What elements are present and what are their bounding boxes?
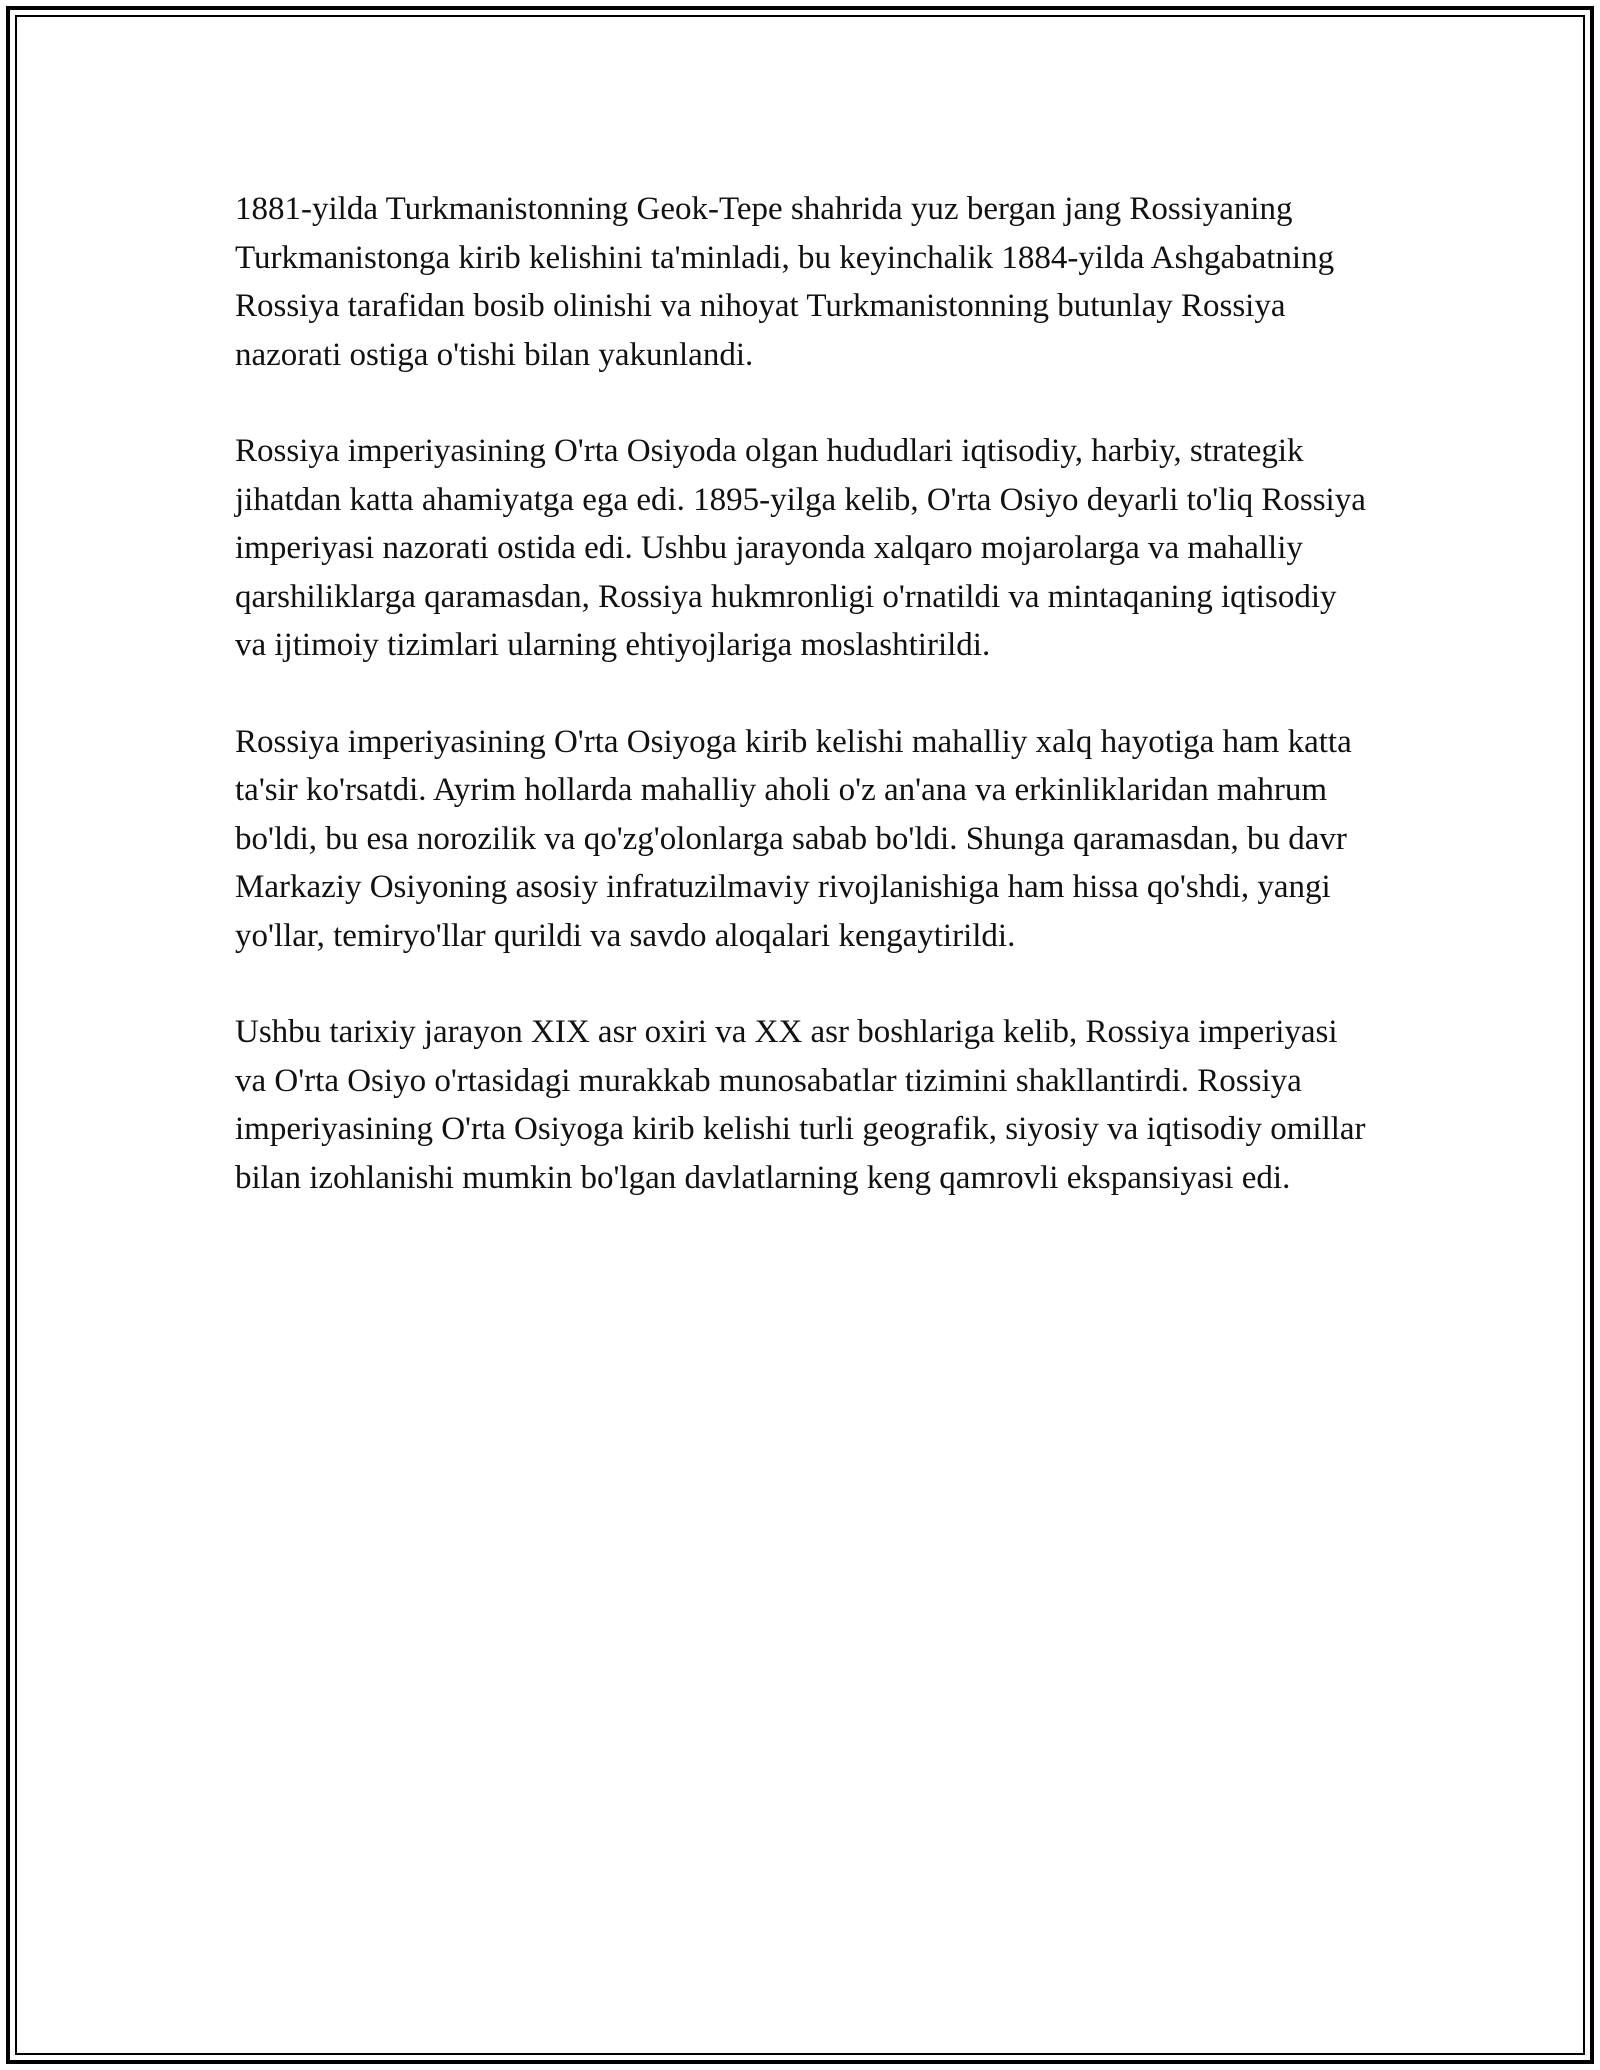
paragraph-2: Rossiya imperiyasining O'rta Osiyoda olgan hududlari iqtisodiy, harbiy, strategik jihatdan katta ahamiyatga ega edi. 1895-yilga kelib, O'rta Osiyo deyarli to'liq Rossiya imperiyasi nazorati ostida edi. Ushbu jarayonda xalqaro mojarolarga va mahalliy qarshiliklarga qaramasdan, Rossiya hukmronligi o'rnatildi va mintaqaning iqtisodiy va ijtimoiy tizimlari ularning ehtiyojlariga moslashtirildi. <box>235 433 1366 663</box>
paragraph-4: Ushbu tarixiy jarayon XIX asr oxiri va XX asr boshlariga kelib, Rossiya imperiyasi va O'rta Osiyo o'rtasidagi murakkab munosabatlar tizimini shakllantirdi. Rossiya imperiyasining O'rta Osiyoga kirib kelishi turli geografik, siyosiy va iqtisodiy omillar bilan izohlanishi mumkin bo'lgan davlatlarning keng qamrovli ekspansiyasi edi. <box>235 1014 1366 1196</box>
paragraph-3: Rossiya imperiyasining O'rta Osiyoga kirib kelishi mahalliy xalq hayotiga ham katta ta'sir ko'rsatdi. Ayrim hollarda mahalliy aholi o'z an'ana va erkinliklaridan mahrum bo'ldi, bu esa norozilik va qo'zg'olonlarga sabab bo'ldi. Shunga qaramasdan, bu davr Markaziy Osiyoning asosiy infratuzilmaviy rivojlanishiga ham hissa qo'shdi, yangi yo'llar, temiryo'llar qurildi va savdo aloqalari kengaytirildi. <box>235 723 1352 954</box>
paragraph-1: 1881-yilda Turkmanistonning Geok-Tepe shahrida yuz bergan jang Rossiyaning Turkmanistonga kirib kelishini ta'minladi, bu keyinchalik 1884-yilda Ashgabatning Rossiya tarafidan bosib olinishi va nihoyat Turkmanistonning butunlay Rossiya nazorati ostiga o'tishi bilan yakunlandi. <box>235 191 1335 373</box>
document-body <box>235 185 1375 1250</box>
